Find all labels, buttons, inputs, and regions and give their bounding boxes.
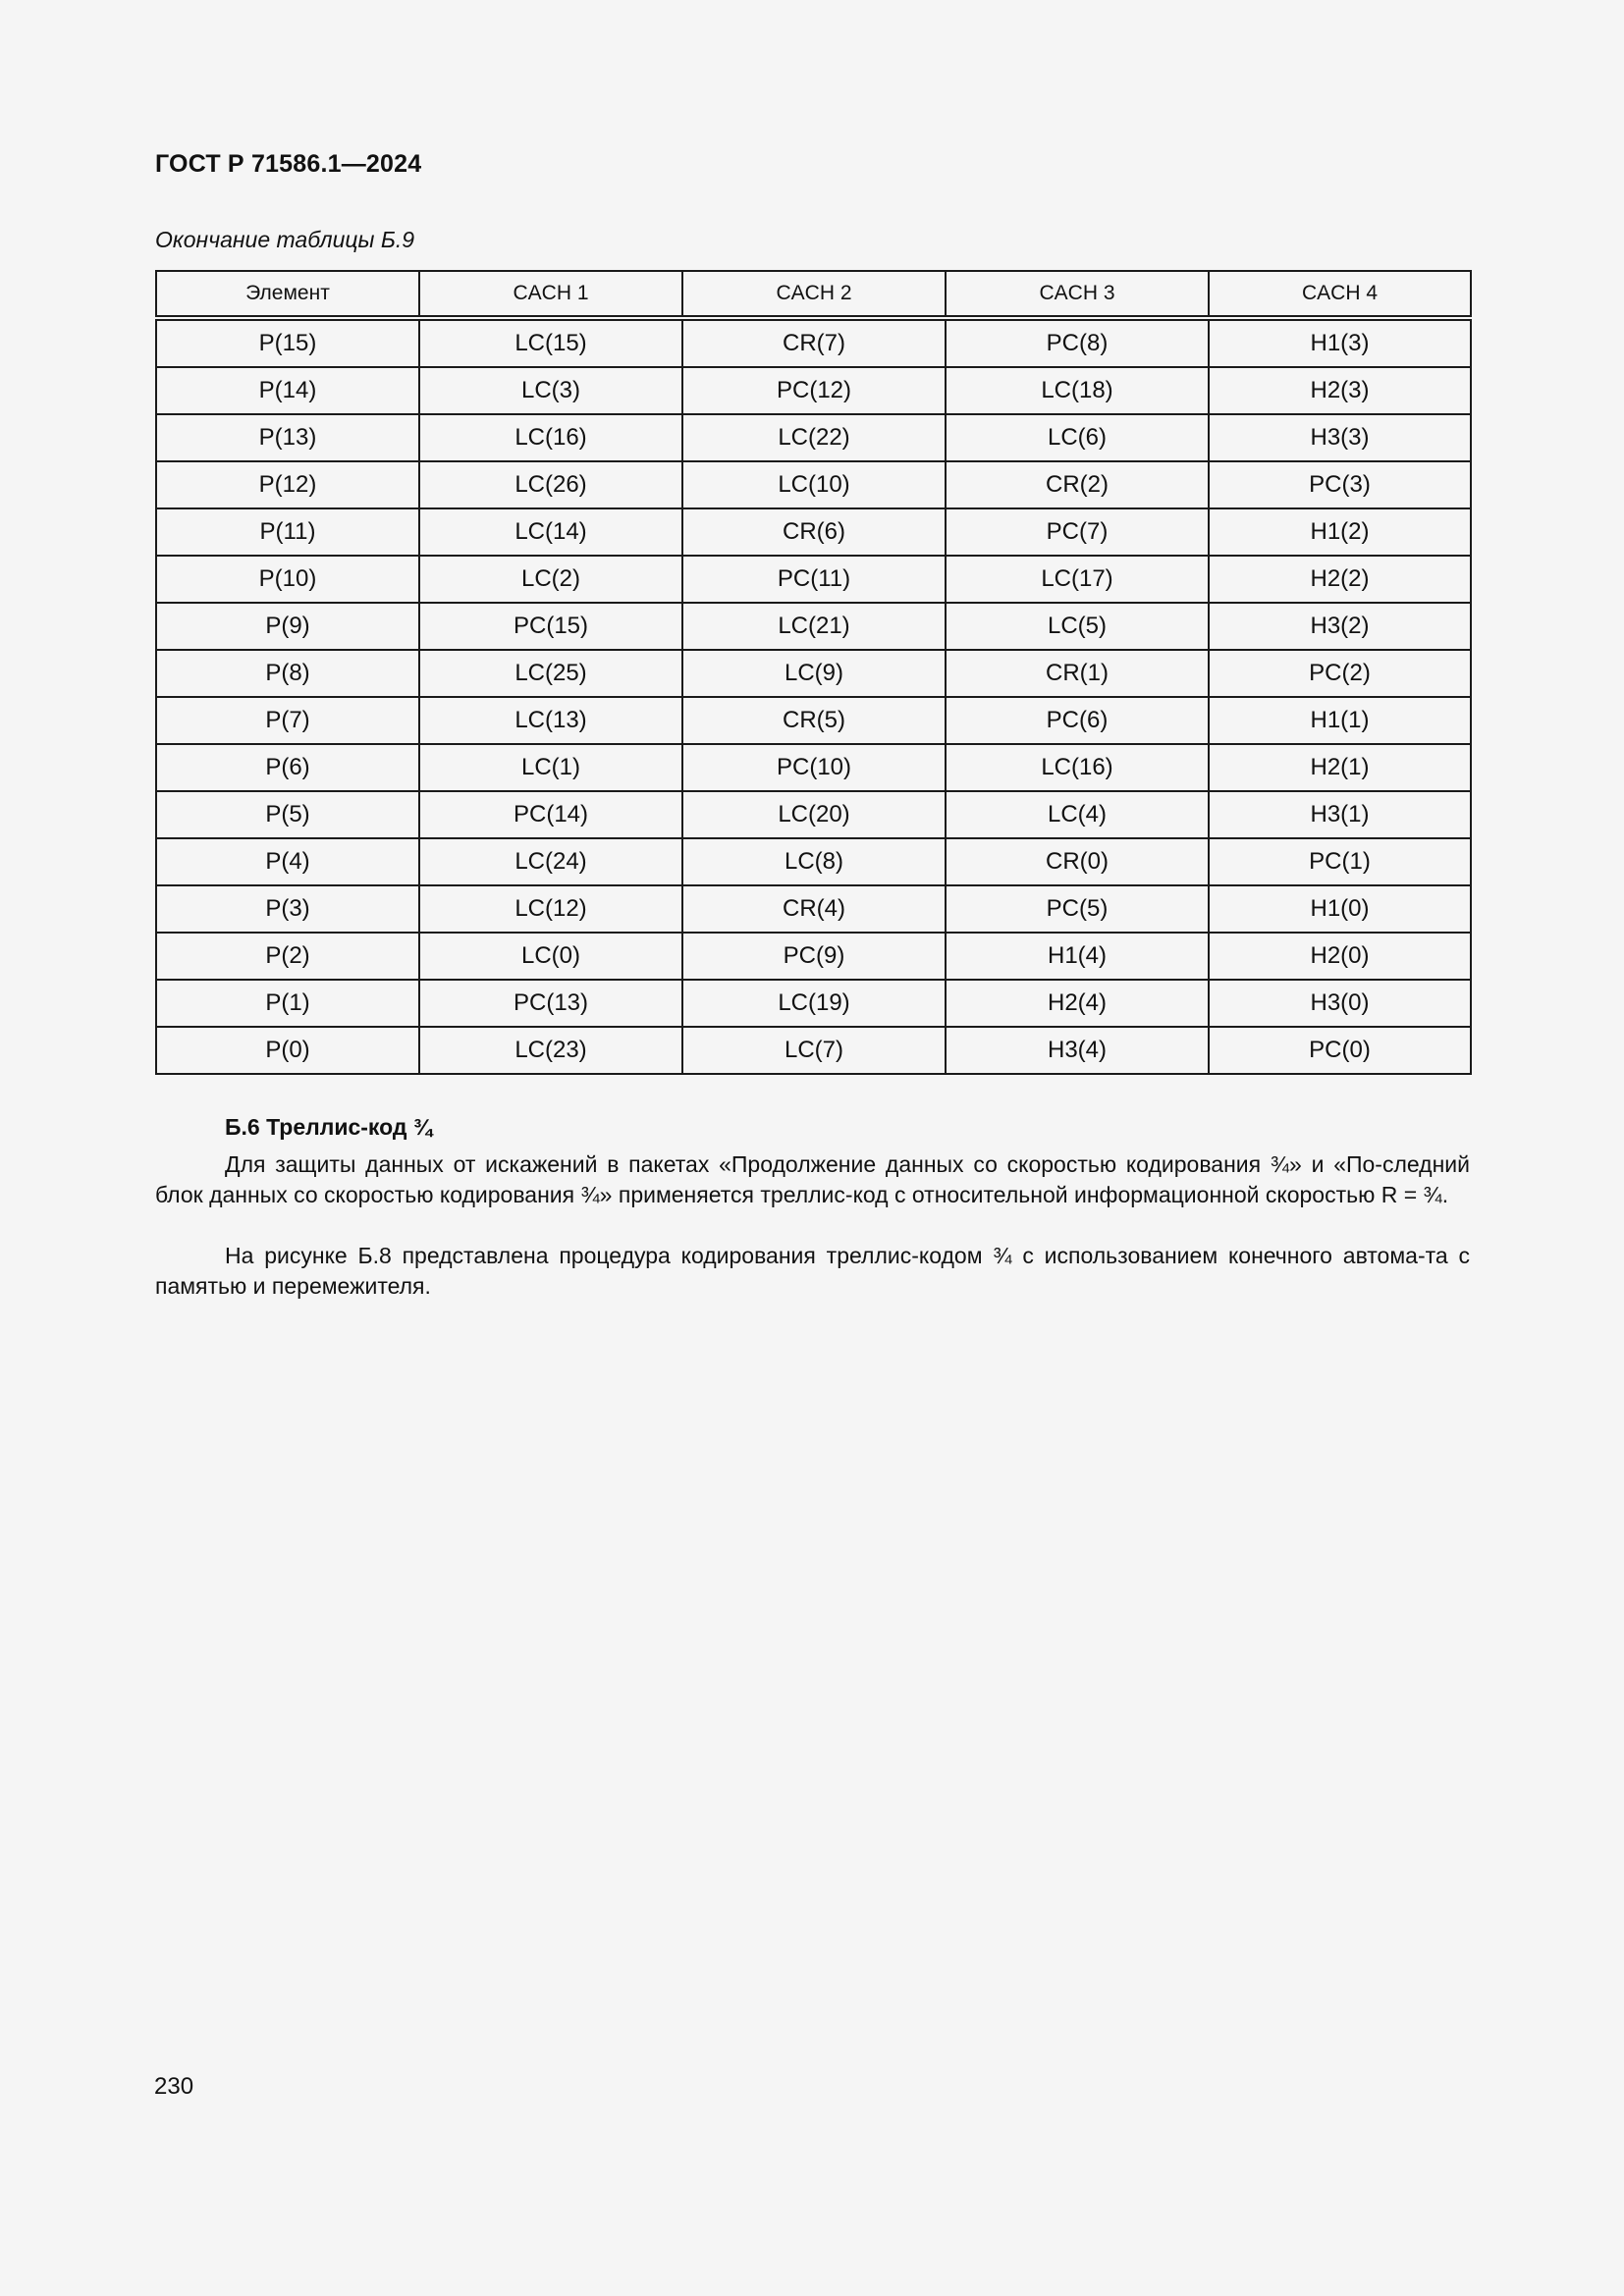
table-row <box>156 414 1471 461</box>
table-cell: LC(25) <box>419 650 682 697</box>
table-cell: CR(1) <box>946 650 1209 697</box>
table-row <box>156 933 1471 980</box>
table-cell: LC(17) <box>946 556 1209 603</box>
table-cell: CR(0) <box>946 838 1209 885</box>
table-cell: LC(22) <box>682 414 946 461</box>
table-row <box>156 885 1471 933</box>
table-cell: LC(5) <box>946 603 1209 650</box>
table-cell: PC(6) <box>946 697 1209 744</box>
table-cell: H1(1) <box>1209 697 1471 744</box>
table-cell: CR(5) <box>682 697 946 744</box>
table-cell: LC(21) <box>682 603 946 650</box>
table-cell: H3(3) <box>1209 414 1471 461</box>
table-cell: PC(5) <box>946 885 1209 933</box>
table-cell: LC(20) <box>682 791 946 838</box>
column-header: CACH 2 <box>682 271 946 318</box>
table-row <box>156 650 1471 697</box>
paragraph <box>155 1149 1470 1210</box>
table-cell: H1(4) <box>946 933 1209 980</box>
table-cell: P(1) <box>156 980 419 1027</box>
table-header <box>156 271 1471 318</box>
table-cell: P(9) <box>156 603 419 650</box>
table-cell: PC(7) <box>946 508 1209 556</box>
page-number: 230 <box>154 2073 194 2100</box>
table-cell: PC(15) <box>419 603 682 650</box>
table-row <box>156 980 1471 1027</box>
table-cell: LC(13) <box>419 697 682 744</box>
table-row <box>156 744 1471 791</box>
table-cell: LC(26) <box>419 461 682 508</box>
table-cell: P(15) <box>156 318 419 367</box>
table-caption: Окончание таблицы Б.9 <box>155 227 415 252</box>
table-body <box>156 318 1471 1074</box>
document-header: ГОСТ Р 71586.1—2024 <box>155 150 422 178</box>
table-cell: P(10) <box>156 556 419 603</box>
table-row <box>156 603 1471 650</box>
table-cell: P(7) <box>156 697 419 744</box>
table-cell: PC(0) <box>1209 1027 1471 1074</box>
table-cell: LC(18) <box>946 367 1209 414</box>
table-cell: PC(10) <box>682 744 946 791</box>
table-cell: H2(3) <box>1209 367 1471 414</box>
table-cell: LC(10) <box>682 461 946 508</box>
column-header: Элемент <box>156 271 419 318</box>
table-cell: H3(1) <box>1209 791 1471 838</box>
table-row <box>156 1027 1471 1074</box>
paragraph-text: Для защиты данных от искажений в пакетах «Продолжение данных со скоростью кодирования ¾» и «По-следний блок данных со скоростью кодирования ¾» применяется треллис-код с относительной информационной скоростью R = ¾. <box>155 1151 1470 1207</box>
table-row <box>156 556 1471 603</box>
table-cell: CR(6) <box>682 508 946 556</box>
table-cell: P(4) <box>156 838 419 885</box>
table-cell: H3(4) <box>946 1027 1209 1074</box>
table-cell: PC(13) <box>419 980 682 1027</box>
table-cell: LC(2) <box>419 556 682 603</box>
table-cell: LC(8) <box>682 838 946 885</box>
section-heading: Б.6 Треллис-код ¾ <box>225 1114 433 1140</box>
table-cell: P(8) <box>156 650 419 697</box>
table-row <box>156 318 1471 367</box>
header-row <box>156 271 1471 318</box>
table-cell: CR(4) <box>682 885 946 933</box>
table-cell: P(13) <box>156 414 419 461</box>
table-cell: LC(23) <box>419 1027 682 1074</box>
table-cell: H1(0) <box>1209 885 1471 933</box>
table-cell: LC(24) <box>419 838 682 885</box>
table-cell: PC(9) <box>682 933 946 980</box>
table-cell: H3(2) <box>1209 603 1471 650</box>
table-cell: P(0) <box>156 1027 419 1074</box>
table-cell: LC(15) <box>419 318 682 367</box>
table-cell: LC(0) <box>419 933 682 980</box>
table-cell: H2(0) <box>1209 933 1471 980</box>
table-cell: PC(1) <box>1209 838 1471 885</box>
table-cell: H2(2) <box>1209 556 1471 603</box>
table-cell: P(6) <box>156 744 419 791</box>
paragraph <box>155 1241 1470 1302</box>
table-cell: LC(4) <box>946 791 1209 838</box>
table-cell: LC(16) <box>946 744 1209 791</box>
column-header: CACH 3 <box>946 271 1209 318</box>
table-cell: P(2) <box>156 933 419 980</box>
table-row <box>156 508 1471 556</box>
paragraph-text: На рисунке Б.8 представлена процедура кодирования треллис-кодом ¾ с использованием конечного автома-та с памятью и перемежителя. <box>155 1243 1470 1299</box>
table-cell: H1(2) <box>1209 508 1471 556</box>
table-cell: CR(2) <box>946 461 1209 508</box>
table-cell: CR(7) <box>682 318 946 367</box>
table-cell: LC(1) <box>419 744 682 791</box>
table-cell: P(5) <box>156 791 419 838</box>
table-cell: H2(4) <box>946 980 1209 1027</box>
table-cell: PC(12) <box>682 367 946 414</box>
table-cell: LC(9) <box>682 650 946 697</box>
table-cell: H2(1) <box>1209 744 1471 791</box>
table-cell: LC(6) <box>946 414 1209 461</box>
table-row <box>156 461 1471 508</box>
table-cell: H1(3) <box>1209 318 1471 367</box>
table-cell: P(14) <box>156 367 419 414</box>
table-cell: P(12) <box>156 461 419 508</box>
table-cell: LC(19) <box>682 980 946 1027</box>
table-cell: PC(3) <box>1209 461 1471 508</box>
table-cell: LC(16) <box>419 414 682 461</box>
data-table <box>155 270 1472 1075</box>
column-header: CACH 4 <box>1209 271 1471 318</box>
table-cell: LC(12) <box>419 885 682 933</box>
table-row <box>156 697 1471 744</box>
table-row <box>156 367 1471 414</box>
table-cell: PC(11) <box>682 556 946 603</box>
table-row <box>156 838 1471 885</box>
table-cell: P(11) <box>156 508 419 556</box>
table-cell: LC(14) <box>419 508 682 556</box>
column-header: CACH 1 <box>419 271 682 318</box>
table-cell: LC(3) <box>419 367 682 414</box>
table-cell: PC(8) <box>946 318 1209 367</box>
table-cell: PC(14) <box>419 791 682 838</box>
table-cell: P(3) <box>156 885 419 933</box>
table-cell: LC(7) <box>682 1027 946 1074</box>
table-cell: PC(2) <box>1209 650 1471 697</box>
table-row <box>156 791 1471 838</box>
table-cell: H3(0) <box>1209 980 1471 1027</box>
